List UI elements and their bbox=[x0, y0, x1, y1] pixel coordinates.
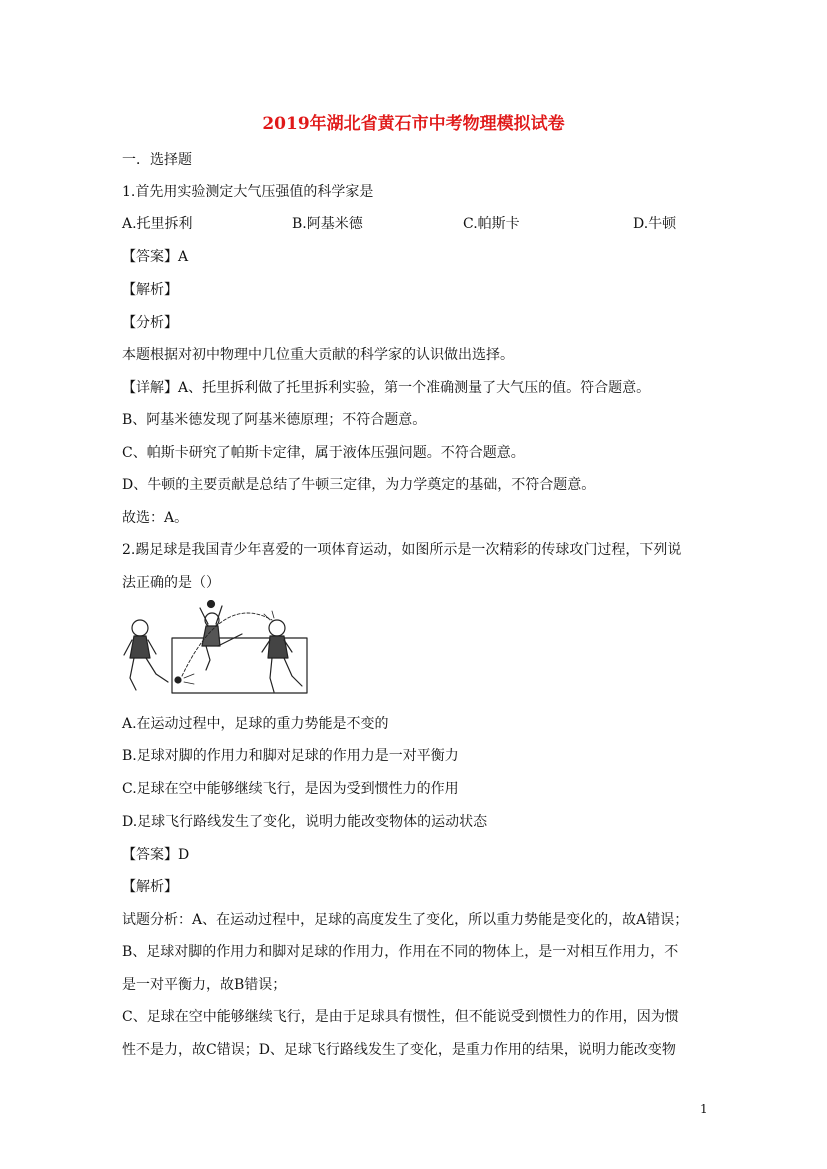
q1-detail-a: 【详解】A、托里拆利做了托里拆利实验，第一个准确测量了大气压的值。符合题意。 bbox=[122, 380, 651, 396]
q1-option-b: B.阿基米德 bbox=[292, 216, 363, 232]
keeper-body bbox=[202, 626, 220, 646]
q1-fenxi-label: 【分析】 bbox=[122, 315, 178, 331]
q1-detail-b: B、阿基米德发现了阿基米德原理；不符合题意。 bbox=[122, 412, 427, 428]
q2-explanation-line2: B、足球对脚的作用力和脚对足球的作用力，作用在不同的物体上，是一对相互作用力，不 bbox=[122, 944, 679, 960]
q2-option-a: A.在运动过程中，足球的重力势能是不变的 bbox=[122, 716, 389, 732]
q1-jiexi-label: 【解析】 bbox=[122, 282, 178, 298]
q1-detail-d: D、牛顿的主要贡献是总结了牛顿三定律，为力学奠定的基础，不符合题意。 bbox=[122, 477, 596, 493]
q2-jiexi-label: 【解析】 bbox=[122, 879, 178, 895]
left-player-head bbox=[132, 620, 148, 636]
q1-analysis: 本题根据对初中物理中几位重大贡献的科学家的认识做出选择。 bbox=[122, 347, 514, 363]
document-title: 2019年湖北省黄石市中考物理模拟试卷 bbox=[262, 114, 565, 134]
right-player-body bbox=[268, 636, 288, 658]
q1-detail-c: C、帕斯卡研究了帕斯卡定律，属于液体压强问题。不符合题意。 bbox=[122, 445, 525, 461]
football-pass-illustration bbox=[122, 600, 317, 700]
q2-explanation-line3: 是一对平衡力，故B错误； bbox=[122, 977, 287, 993]
ball-kicked bbox=[175, 677, 181, 683]
q2-stem-line1: 2.踢足球是我国青少年喜爱的一项体育运动，如图所示是一次精彩的传球攻门过程，下列说 bbox=[122, 542, 682, 558]
q2-answer: 【答案】D bbox=[122, 847, 190, 863]
q1-option-c: C.帕斯卡 bbox=[463, 216, 520, 232]
q1-option-a: A.托里拆利 bbox=[122, 216, 193, 232]
right-player-head bbox=[269, 620, 285, 636]
q1-option-d: D.牛顿 bbox=[633, 216, 677, 232]
q1-conclusion: 故选：A。 bbox=[122, 510, 189, 526]
q2-option-d: D.足球飞行路线发生了变化，说明力能改变物体的运动状态 bbox=[122, 814, 488, 830]
q2-option-c: C.足球在空中能够继续飞行，是因为受到惯性力的作用 bbox=[122, 781, 459, 797]
q1-answer: 【答案】A bbox=[122, 249, 189, 265]
section-heading: 一．选择题 bbox=[122, 152, 192, 168]
ball-in-air bbox=[208, 601, 215, 608]
q2-stem-line2: 法正确的是（） bbox=[122, 575, 220, 591]
left-player-body bbox=[130, 636, 150, 658]
q2-explanation-line5: 性不是力，故C错误；D、足球飞行路线发生了变化，是重力作用的结果，说明力能改变物 bbox=[122, 1042, 676, 1058]
q2-explanation-line4: C、足球在空中能够继续飞行，是由于足球具有惯性，但不能说受到惯性力的作用，因为惯 bbox=[122, 1009, 679, 1025]
q1-stem: 1.首先用实验测定大气压强值的科学家是 bbox=[122, 184, 374, 200]
ball-trajectory bbox=[182, 613, 272, 676]
page-number: 1 bbox=[700, 1102, 708, 1116]
q2-explanation-line1: 试题分析：A、在运动过程中，足球的高度发生了变化，所以重力势能是变化的，故A错误； bbox=[122, 912, 689, 928]
q2-option-b: B.足球对脚的作用力和脚对足球的作用力是一对平衡力 bbox=[122, 748, 459, 764]
